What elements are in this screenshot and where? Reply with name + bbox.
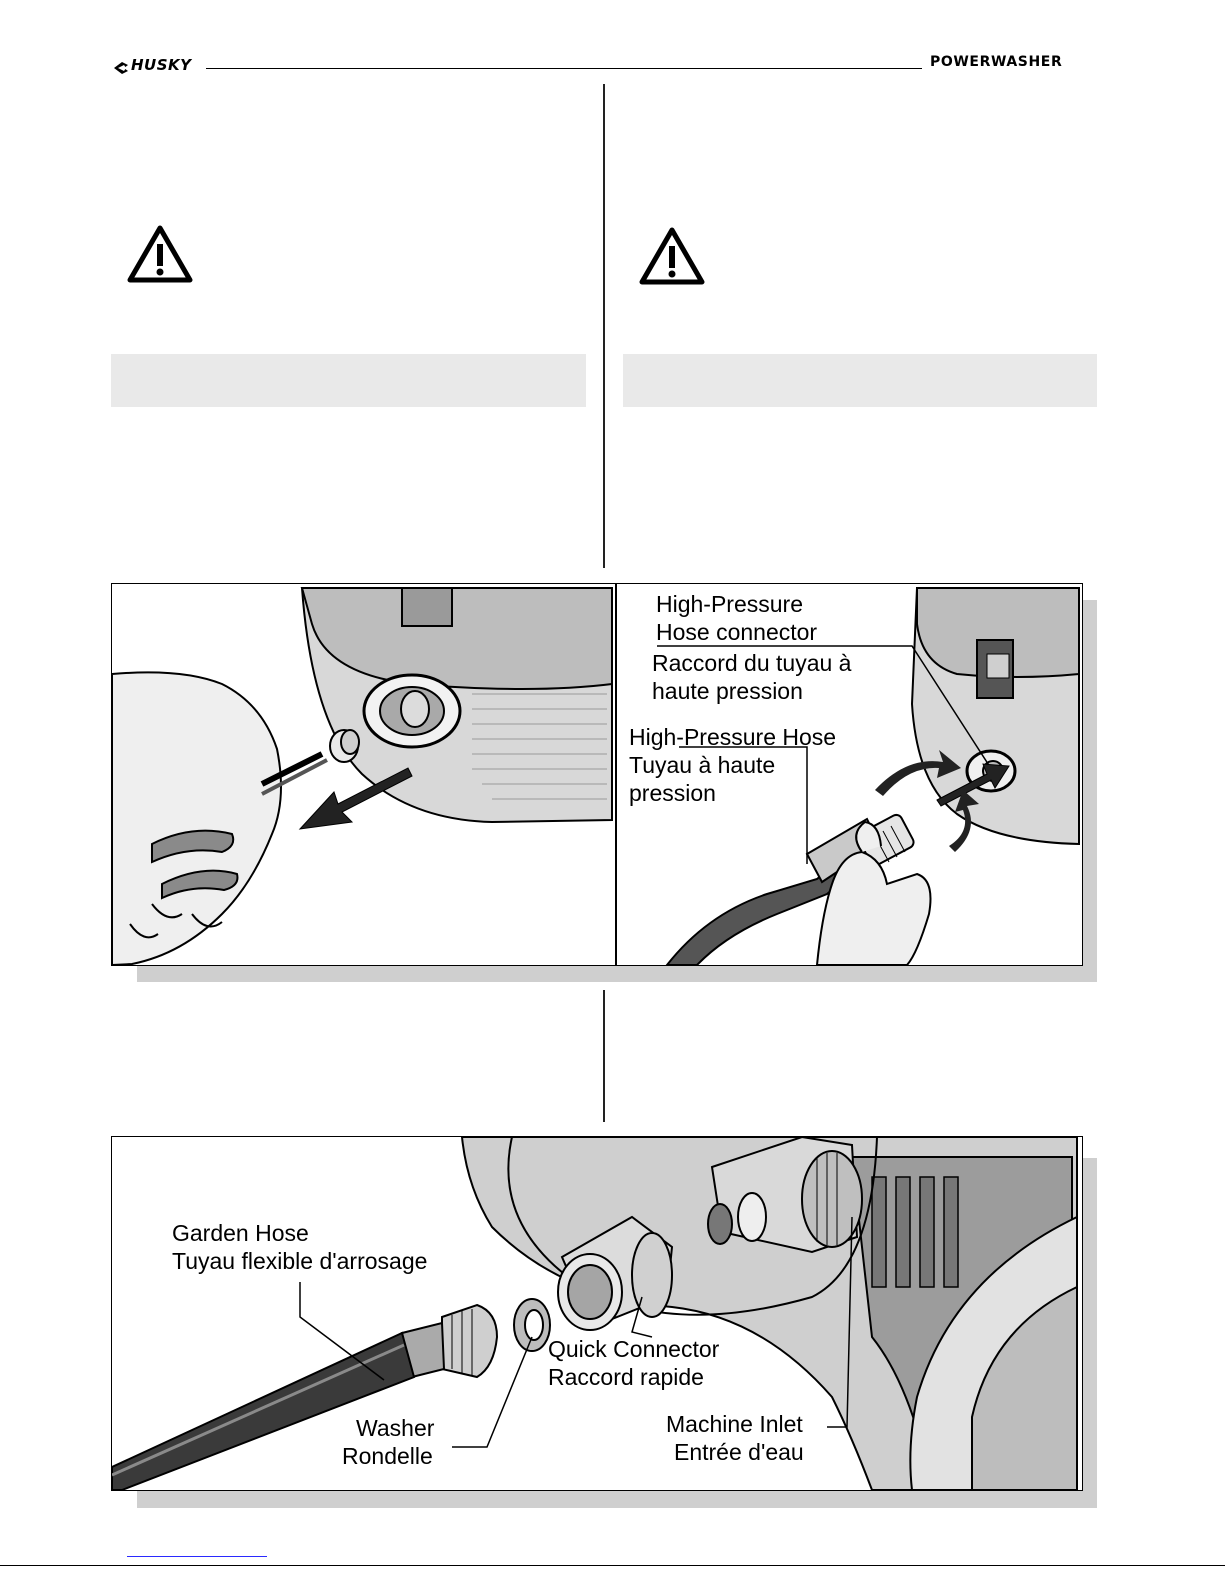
label-hp-hose-fr-2: pression (629, 780, 716, 806)
label-quick-connector-fr: Raccord rapide (548, 1364, 704, 1390)
label-machine-inlet-en: Machine Inlet (666, 1411, 803, 1437)
pliers-hand-illustration (112, 584, 615, 965)
garden-hose-connection-illustration (112, 1137, 1082, 1490)
label-hp-connector-en-1: High-Pressure (656, 591, 803, 617)
label-garden-hose-fr: Tuyau flexible d'arrosage (172, 1248, 428, 1274)
label-hp-hose-fr-1: Tuyau à haute (629, 752, 776, 778)
label-machine-inlet-fr: Entrée d'eau (674, 1439, 804, 1465)
figure1 (111, 583, 1083, 966)
label-hp-connector-fr-1: Raccord du tuyau à (652, 650, 852, 676)
brand-name: HUSKY (131, 56, 192, 74)
section-heading-box-en (111, 354, 586, 407)
label-hp-connector-fr-2: haute pression (652, 678, 803, 704)
footer-link-underline[interactable] (127, 1556, 267, 1557)
column-divider (603, 990, 605, 1122)
header-rule (206, 68, 922, 69)
label-garden-hose-en: Garden Hose (172, 1220, 309, 1246)
label-hp-hose-en: High-Pressure Hose (629, 724, 837, 750)
page-title: POWERWASHER (930, 54, 1063, 70)
column-divider (603, 84, 605, 568)
warning-triangle-icon (638, 226, 706, 286)
warning-triangle-icon (126, 224, 194, 284)
label-washer-en: Washer (356, 1415, 435, 1441)
figure2 (111, 1136, 1083, 1491)
label-hp-connector-en-2: Hose connector (656, 619, 818, 645)
label-quick-connector-en: Quick Connector (548, 1336, 720, 1362)
footer-rule (0, 1565, 1225, 1566)
label-washer-fr: Rondelle (342, 1443, 433, 1469)
section-heading-box-fr (623, 354, 1097, 407)
